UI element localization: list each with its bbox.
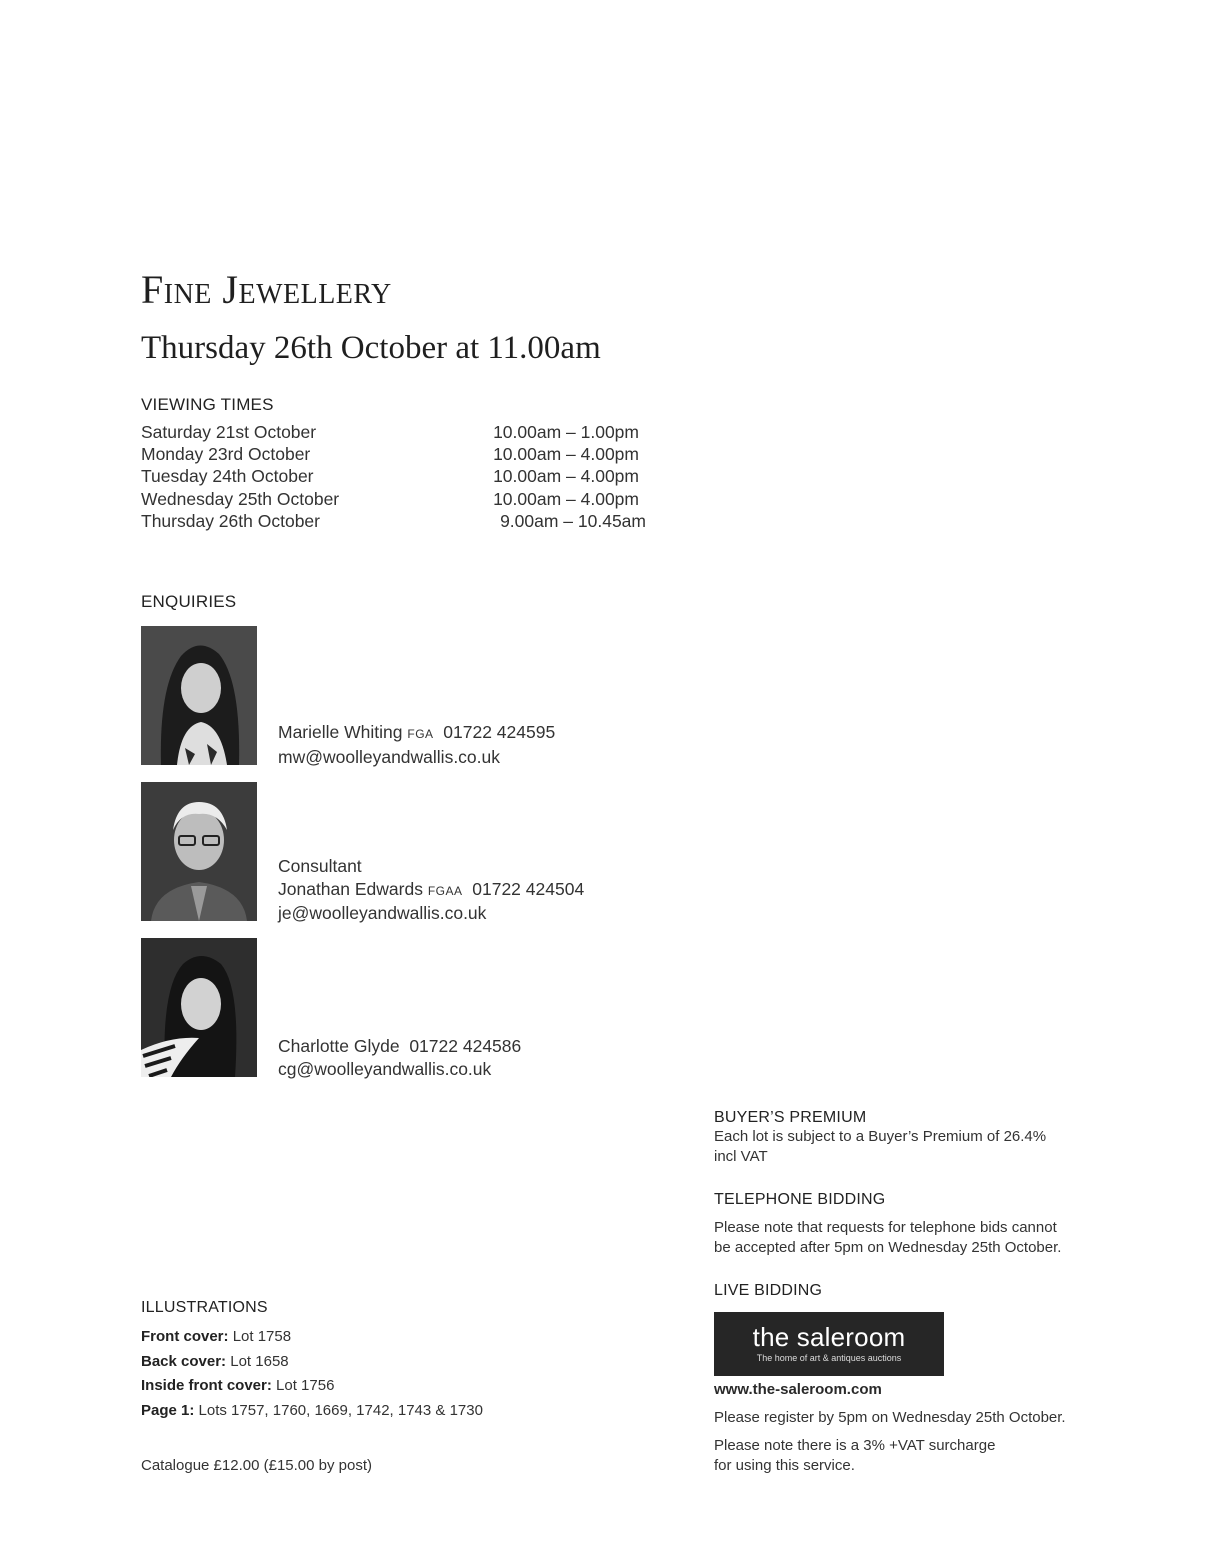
logo-wordmark: the saleroom xyxy=(752,1322,906,1352)
sale-date: Thursday 26th October at 11.00am xyxy=(141,330,601,366)
contact-phone[interactable]: 01722 424504 xyxy=(472,878,585,899)
illustration-value: Lots 1757, 1760, 1669, 1742, 1743 & 1730 xyxy=(198,1401,483,1419)
contact-card xyxy=(278,721,555,768)
viewing-day: Saturday 21st October xyxy=(141,422,317,442)
illustration-value: Lot 1756 xyxy=(276,1377,335,1394)
contact-card xyxy=(278,1035,521,1080)
buyers-premium-text xyxy=(714,1127,1046,1167)
contact-email[interactable]: je@woolleyandwallis.co.uk xyxy=(278,903,487,923)
illustration-item xyxy=(141,1401,483,1426)
page-title: Fine Jewellery xyxy=(141,267,392,312)
contact-credential: FGAA xyxy=(427,883,463,898)
surcharge-line: Please note there is a 3% +VAT surcharge xyxy=(714,1437,996,1454)
viewing-row xyxy=(141,422,661,444)
enquiries-heading: ENQUIRIES xyxy=(141,592,237,611)
contact-photo-woman xyxy=(141,938,257,1077)
contact-credential: FGA xyxy=(407,727,434,741)
viewing-day: Thursday 26th October xyxy=(141,510,320,531)
contact-name: Marielle Whiting xyxy=(278,722,403,742)
illustration-item xyxy=(141,1327,483,1352)
illustrations-list xyxy=(141,1327,483,1425)
viewing-time: 9.00am – 10.45am xyxy=(500,510,646,531)
telephone-bidding-line: be accepted after 5pm on Wednesday 25th October. xyxy=(714,1239,1062,1256)
telephone-bidding-heading: TELEPHONE BIDDING xyxy=(714,1191,886,1208)
illustration-label: Page 1: xyxy=(141,1401,195,1419)
viewing-time: 10.00am – 1.00pm xyxy=(493,422,639,442)
buyers-premium-line: incl VAT xyxy=(714,1148,768,1165)
viewing-day: Monday 23rd October xyxy=(141,444,311,465)
contact-name: Jonathan Edwards xyxy=(278,878,423,899)
logo-tagline: The home of art & antiques auctions xyxy=(756,1353,902,1363)
illustration-label: Front cover: xyxy=(141,1328,229,1345)
illustration-item xyxy=(141,1376,483,1401)
viewing-times-heading: VIEWING TIMES xyxy=(141,395,274,414)
viewing-time: 10.00am – 4.00pm xyxy=(493,466,639,487)
viewing-time: 10.00am – 4.00pm xyxy=(493,444,639,465)
buyers-premium-heading: BUYER’S PREMIUM xyxy=(714,1109,867,1126)
illustration-label: Back cover: xyxy=(141,1352,227,1370)
viewing-time: 10.00am – 4.00pm xyxy=(493,488,639,509)
illustration-value: Lot 1758 xyxy=(232,1328,292,1345)
the-saleroom-logo[interactable] xyxy=(714,1312,944,1376)
illustrations-heading: ILLUSTRATIONS xyxy=(141,1299,268,1316)
contact-phone[interactable]: 01722 424586 xyxy=(409,1036,522,1056)
contact-email[interactable]: cg@woolleyandwallis.co.uk xyxy=(278,1058,492,1079)
saleroom-url-link[interactable]: www.the-saleroom.com xyxy=(714,1381,882,1398)
contact-card xyxy=(278,855,584,925)
contact-role: Consultant xyxy=(278,856,362,876)
viewing-row xyxy=(141,444,661,466)
illustration-label: Inside front cover: xyxy=(141,1377,272,1394)
viewing-row xyxy=(141,489,661,511)
telephone-bidding-text xyxy=(714,1218,1061,1258)
viewing-times-table xyxy=(141,422,661,533)
viewing-row xyxy=(141,466,661,488)
viewing-day: Wednesday 25th October xyxy=(141,488,340,509)
live-bidding-heading: LIVE BIDDING xyxy=(714,1282,823,1299)
surcharge-note xyxy=(714,1436,995,1476)
contact-photo-woman xyxy=(141,626,257,765)
contact-phone[interactable]: 01722 424595 xyxy=(443,722,556,742)
contact-email[interactable]: mw@woolleyandwallis.co.uk xyxy=(278,746,501,767)
telephone-bidding-line: Please note that requests for telephone bids cannot xyxy=(714,1219,1057,1236)
catalogue-price: Catalogue £12.00 (£15.00 by post) xyxy=(141,1457,372,1474)
buyers-premium-line: Each lot is subject to a Buyer’s Premium of 26.4% xyxy=(714,1128,1047,1145)
contact-photo-man xyxy=(141,782,257,921)
viewing-day: Tuesday 24th October xyxy=(141,466,314,487)
register-note: Please register by 5pm on Wednesday 25th October. xyxy=(714,1409,1066,1426)
illustration-value: Lot 1658 xyxy=(230,1352,289,1370)
illustration-item xyxy=(141,1352,483,1377)
surcharge-line: for using this service. xyxy=(714,1457,855,1474)
viewing-row xyxy=(141,511,661,533)
contact-name: Charlotte Glyde xyxy=(278,1036,400,1056)
